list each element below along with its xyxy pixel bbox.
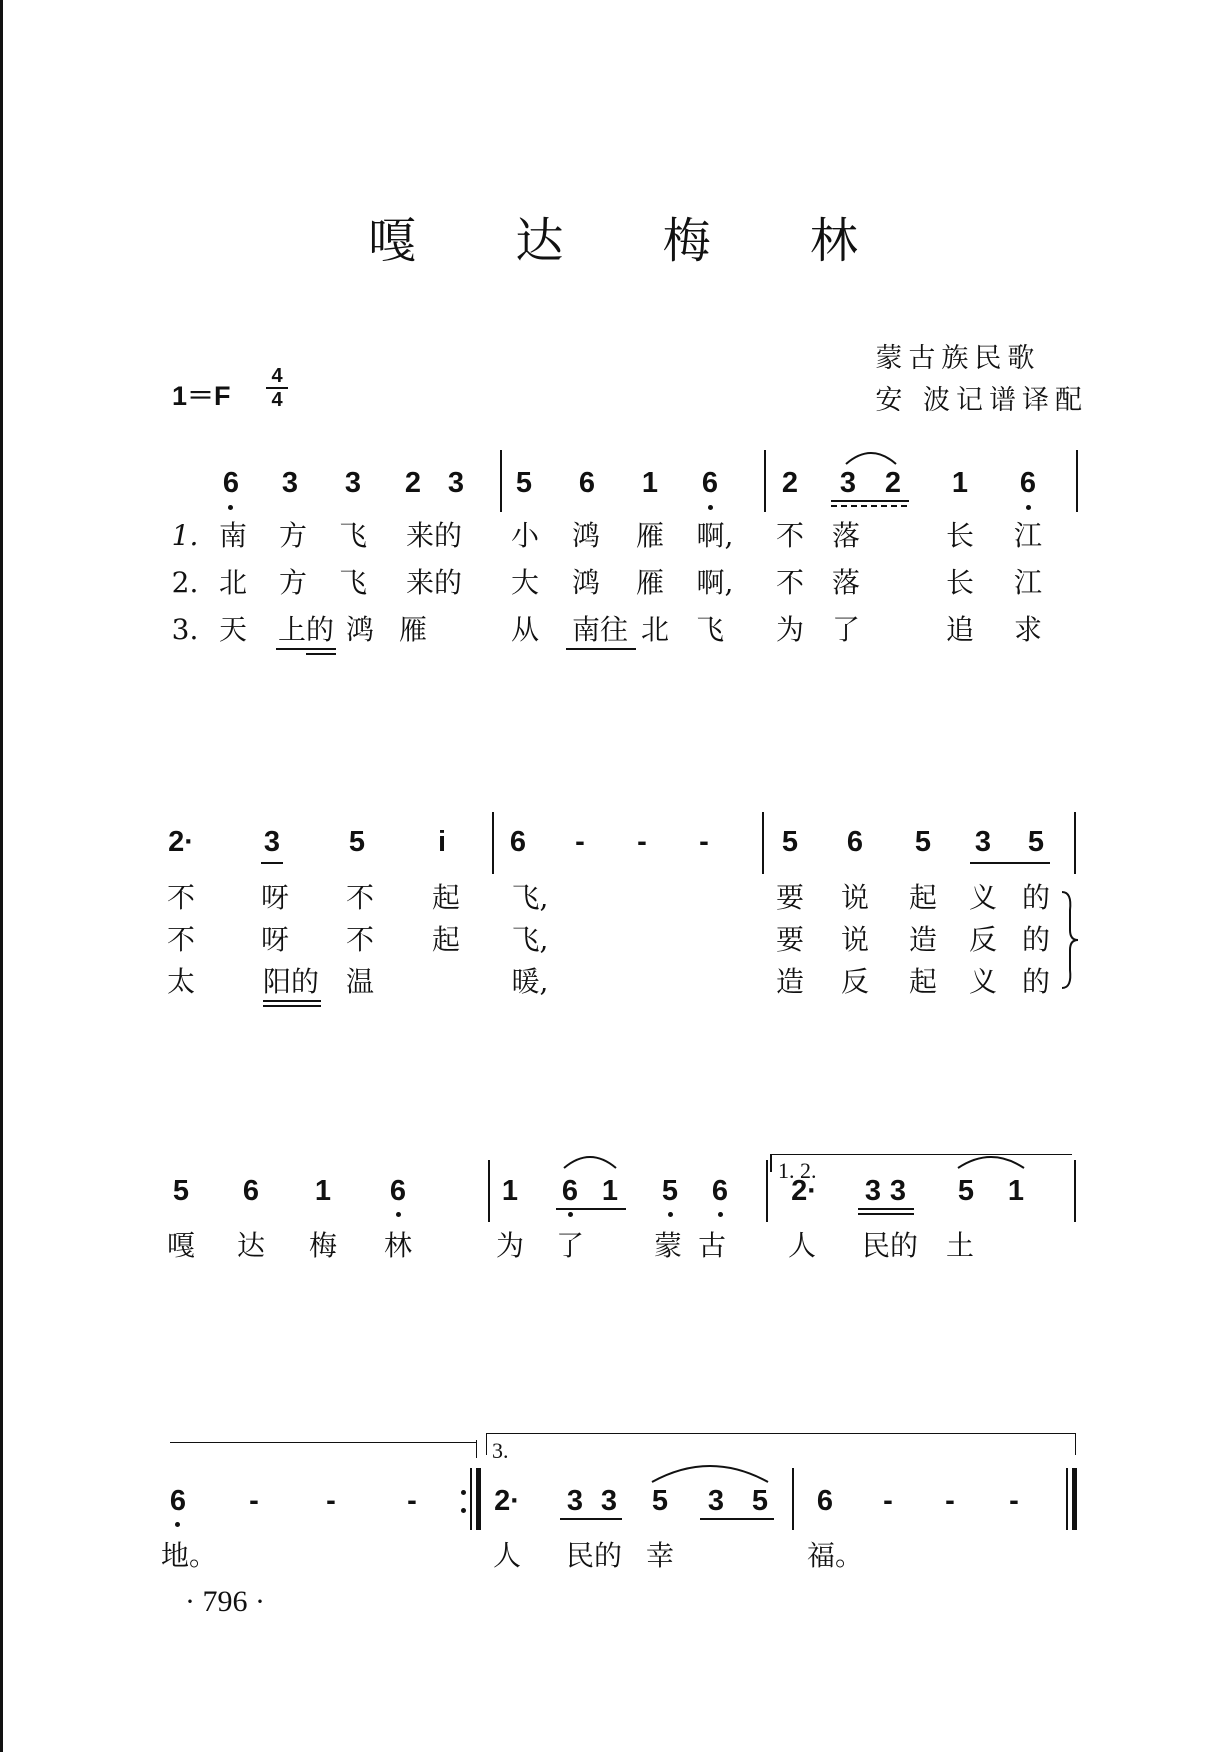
note: 1 — [501, 1175, 519, 1207]
barline — [1074, 812, 1076, 874]
origin-credit: 蒙古族民歌 — [875, 343, 1041, 374]
note: 5 — [661, 1175, 679, 1207]
note: i — [437, 826, 447, 858]
lyric: 雁 — [398, 613, 427, 646]
lyric: 人 — [492, 1539, 521, 1572]
eighth-underline — [831, 500, 909, 502]
verse-number: 2. — [171, 566, 199, 599]
lyric: 呀 — [260, 923, 289, 956]
lyric: 长 — [945, 566, 974, 599]
ending-bracket — [170, 1442, 476, 1443]
lyric: 起 — [908, 881, 937, 914]
barline — [764, 450, 766, 512]
note: 3 — [281, 467, 299, 499]
lyric: 义 — [968, 881, 997, 914]
eighth-underline — [858, 1208, 914, 1210]
melisma-line — [306, 653, 336, 655]
note: 6 — [578, 467, 596, 499]
lyric: 义 — [968, 965, 997, 998]
note: 3 — [447, 467, 465, 499]
lyric: 造 — [908, 923, 937, 956]
note: 2 — [781, 467, 799, 499]
barline — [488, 1160, 490, 1222]
lyric: 土 — [945, 1229, 974, 1262]
lyric: 呀 — [260, 881, 289, 914]
note: 5 — [651, 1485, 669, 1517]
note: 3 — [600, 1485, 618, 1517]
lyric: 不 — [775, 566, 804, 599]
note: 3 — [344, 467, 362, 499]
lyric: 了 — [831, 613, 860, 646]
melisma-line — [263, 1000, 321, 1002]
barline — [1074, 1160, 1076, 1222]
lyric: 鸿 — [345, 613, 374, 646]
note: 5 — [348, 826, 366, 858]
lyric: 飞, — [511, 923, 549, 956]
lyric: 啊, — [696, 566, 734, 599]
low-octave-dot — [1026, 505, 1031, 510]
lyric: 飞, — [511, 881, 549, 914]
lyric: 南 — [218, 519, 247, 552]
lyric: 反 — [968, 923, 997, 956]
note: 3 — [566, 1485, 584, 1517]
repeat-barline — [470, 1468, 472, 1530]
sixteenth-underline — [831, 505, 909, 507]
lyric: 不 — [166, 923, 195, 956]
lyric: 方 — [278, 566, 307, 599]
lyric: 落 — [831, 519, 860, 552]
barline — [492, 812, 494, 874]
lyric: 天 — [218, 613, 247, 646]
note: 1 — [314, 1175, 332, 1207]
note: - — [945, 1485, 955, 1517]
note: 6 — [846, 826, 864, 858]
barline — [766, 1160, 768, 1222]
lyric: 福。 — [807, 1539, 864, 1572]
first-ending-label: 1. 2. — [778, 1158, 817, 1183]
time-signature — [266, 366, 288, 410]
lyric: 飞 — [338, 519, 367, 552]
note: - — [1009, 1485, 1019, 1517]
note: 1 — [1007, 1175, 1025, 1207]
note: 5 — [751, 1485, 769, 1517]
note: 6 — [389, 1175, 407, 1207]
lyric: 达 — [236, 1229, 265, 1262]
ending-bracket — [486, 1433, 1076, 1434]
note: 6 — [242, 1175, 260, 1207]
lyric: 鸿 — [571, 519, 600, 552]
eighth-underline — [556, 1208, 626, 1210]
lyric: 雁 — [635, 566, 664, 599]
note: 2 — [404, 467, 422, 499]
page-number: · 796 · — [185, 1585, 265, 1618]
lyric: 大 — [510, 566, 539, 599]
lyric: 飞 — [695, 613, 724, 646]
lyric: 来的 — [405, 519, 462, 552]
eighth-underline — [970, 862, 1050, 864]
eighth-underline — [560, 1518, 622, 1520]
melisma-line — [263, 1005, 321, 1007]
lyric: 人 — [787, 1229, 816, 1262]
lyric: 从 — [510, 613, 539, 646]
lyric: 的 — [1021, 965, 1050, 998]
lyric: 说 — [840, 881, 869, 914]
note: 6 — [561, 1175, 579, 1207]
low-octave-dot — [228, 505, 233, 510]
low-octave-dot — [708, 505, 713, 510]
lyric: 起 — [431, 923, 460, 956]
lyric: 要 — [775, 881, 804, 914]
lyric: 来的 — [405, 566, 462, 599]
note: 5 — [515, 467, 533, 499]
note: 5 — [957, 1175, 975, 1207]
note: - — [326, 1485, 336, 1517]
note: 3 — [864, 1175, 882, 1207]
lyric: 嘎 — [166, 1229, 195, 1262]
lyric: 雁 — [635, 519, 664, 552]
credits — [875, 338, 1088, 422]
repeat-barline-thick — [476, 1468, 481, 1530]
note: - — [575, 826, 585, 858]
note: 1 — [601, 1175, 619, 1207]
lyric: 民的 — [861, 1229, 918, 1262]
time-sig-denominator: 4 — [271, 389, 283, 411]
lyric: 古 — [697, 1229, 726, 1262]
lyric: 温 — [345, 965, 374, 998]
lyric: 飞 — [338, 566, 367, 599]
lyric: 民的 — [565, 1539, 622, 1572]
lyric: 小 — [510, 519, 539, 552]
lyric: 反 — [840, 965, 869, 998]
eighth-underline — [261, 862, 283, 864]
slur — [562, 1148, 618, 1170]
note: 3 — [974, 826, 992, 858]
lyric: 北 — [218, 566, 247, 599]
barline — [1076, 450, 1078, 512]
melisma-line — [566, 648, 636, 650]
verse-number: 1. — [171, 519, 199, 552]
lyric: 暖, — [511, 965, 549, 998]
lyric: 梅 — [308, 1229, 337, 1262]
lyric: 林 — [383, 1229, 412, 1262]
low-octave-dot — [175, 1522, 180, 1527]
lyric: 追 — [945, 613, 974, 646]
low-octave-dot — [718, 1212, 723, 1217]
lyric: 为 — [775, 613, 804, 646]
melisma-line — [276, 648, 336, 650]
lyric: 啊, — [696, 519, 734, 552]
repeat-dot — [461, 1490, 466, 1495]
third-ending-label: 3. — [492, 1438, 509, 1463]
lyric: 为 — [495, 1229, 524, 1262]
note: 6 — [222, 467, 240, 499]
note: 6 — [509, 826, 527, 858]
note: 1 — [641, 467, 659, 499]
barline — [500, 450, 502, 512]
lyric: 造 — [775, 965, 804, 998]
note: 1 — [951, 467, 969, 499]
lyric: 太 — [166, 965, 195, 998]
note: 6 — [711, 1175, 729, 1207]
barline — [762, 812, 764, 874]
lyric: 落 — [831, 566, 860, 599]
barline — [792, 1468, 794, 1530]
verse-number: 3. — [171, 613, 199, 646]
lyric: 幸 — [645, 1539, 674, 1572]
note: - — [407, 1485, 417, 1517]
key-signature: 1＝F — [172, 381, 231, 411]
lyric: 江 — [1013, 566, 1042, 599]
ending-bracket — [1075, 1433, 1076, 1455]
ending-bracket — [772, 1154, 1072, 1155]
lyric: 说 — [840, 923, 869, 956]
note: 3 — [889, 1175, 907, 1207]
verse-brace — [1058, 890, 1082, 990]
lyric: 蒙 — [653, 1229, 682, 1262]
ending-bracket — [476, 1440, 477, 1458]
lyric: 鸿 — [571, 566, 600, 599]
eighth-underline — [700, 1518, 774, 1520]
song-title: 嘎 达 梅 林 — [368, 213, 900, 269]
final-barline — [1066, 1468, 1068, 1530]
ending-bracket — [486, 1433, 487, 1455]
lyric: 起 — [908, 965, 937, 998]
low-octave-dot — [668, 1212, 673, 1217]
slur — [844, 444, 898, 466]
ending-bracket — [770, 1154, 772, 1172]
slur — [956, 1148, 1026, 1170]
note: 3 — [263, 826, 281, 858]
lyric: 江 — [1013, 519, 1042, 552]
lyric: 上的 — [277, 613, 334, 646]
note: 6 — [816, 1485, 834, 1517]
low-octave-dot — [396, 1212, 401, 1217]
lyric: 的 — [1021, 923, 1050, 956]
low-octave-dot — [568, 1212, 573, 1217]
arranger-credit: 安 波记谱译配 — [875, 385, 1088, 416]
note: 2· — [791, 1175, 817, 1207]
lyric: 南往 — [571, 613, 628, 646]
note: 5 — [914, 826, 932, 858]
final-barline-thick — [1072, 1468, 1077, 1530]
time-sig-numerator: 4 — [271, 365, 283, 387]
note: 5 — [781, 826, 799, 858]
note: 6 — [1019, 467, 1037, 499]
lyric: 北 — [640, 613, 669, 646]
note: 5 — [1027, 826, 1045, 858]
note: - — [249, 1485, 259, 1517]
lyric: 不 — [775, 519, 804, 552]
note: 2· — [168, 826, 194, 858]
lyric: 不 — [345, 881, 374, 914]
lyric: 长 — [945, 519, 974, 552]
sixteenth-underline — [858, 1213, 914, 1215]
note: - — [883, 1485, 893, 1517]
lyric: 方 — [278, 519, 307, 552]
lyric: 要 — [775, 923, 804, 956]
repeat-dot — [461, 1508, 466, 1513]
lyric: 的 — [1021, 881, 1050, 914]
lyric: 求 — [1013, 613, 1042, 646]
slur — [650, 1458, 770, 1484]
lyric: 起 — [431, 881, 460, 914]
lyric: 不 — [166, 881, 195, 914]
lyric: 了 — [555, 1229, 584, 1262]
note: 3 — [839, 467, 857, 499]
note: 5 — [172, 1175, 190, 1207]
lyric: 阳的 — [262, 965, 319, 998]
note: - — [699, 826, 709, 858]
note: 2 — [884, 467, 902, 499]
lyric: 不 — [345, 923, 374, 956]
lyric: 地。 — [161, 1539, 218, 1572]
note: 6 — [169, 1485, 187, 1517]
note: 2· — [494, 1485, 520, 1517]
note: 3 — [707, 1485, 725, 1517]
note: - — [637, 826, 647, 858]
note: 6 — [701, 467, 719, 499]
